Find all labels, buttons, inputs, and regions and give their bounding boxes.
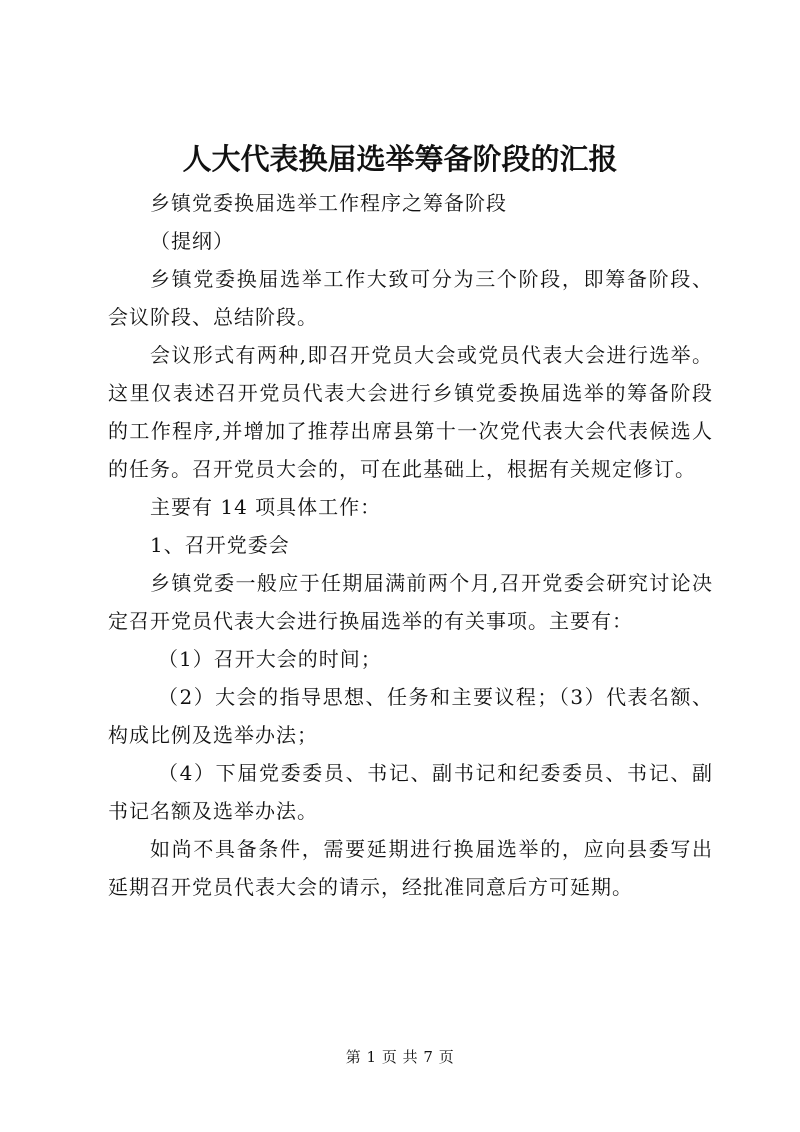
document-title: 人大代表换届选举筹备阶段的汇报: [182, 142, 618, 176]
paragraph-main-work: 主要有 14 项具体工作：: [150, 495, 382, 519]
document-body: [108, 184, 713, 906]
list-item-guidance: （2）大会的指导思想、任务和主要议程；（3）代表名额、构成比例及选举办法；: [108, 685, 713, 747]
paragraph-postponement: 如尚不具备条件，需要延期进行换届选举的，应向县委写出延期召开党员代表大会的请示，经批准同意后方可延期。: [108, 837, 713, 899]
page-footer: 第 1 页 共 7 页: [345, 1048, 455, 1066]
outline-label: （提纲）: [150, 229, 234, 253]
paragraph-stages: 乡镇党委换届选举工作大致可分为三个阶段，即筹备阶段、会议阶段、总结阶段。: [108, 267, 713, 329]
list-item-time: （1）召开大会的时间；: [158, 647, 382, 671]
subtitle-line: 乡镇党委换届选举工作程序之筹备阶段: [150, 191, 507, 215]
list-item-quotas: （4）下届党委委员、书记、副书记和纪委委员、书记、副书记名额及选举办法。: [108, 761, 713, 823]
paragraph-party-committee: 乡镇党委一般应于任期届满前两个月,召开党委会研究讨论决定召开党员代表大会进行换届选举的有关事项。主要有：: [108, 571, 713, 633]
section-heading: 1、召开党委会: [150, 533, 290, 557]
paragraph-meeting-forms: 会议形式有两种,即召开党员大会或党员代表大会进行选举。这里仅表述召开党员代表大会进行乡镇党委换届选举的筹备阶段的工作程序,并增加了推荐出席县第十一次党代表大会代表候选人的任务。召开党员大会的，可在此基础上，根据有关规定修订。: [108, 343, 713, 481]
